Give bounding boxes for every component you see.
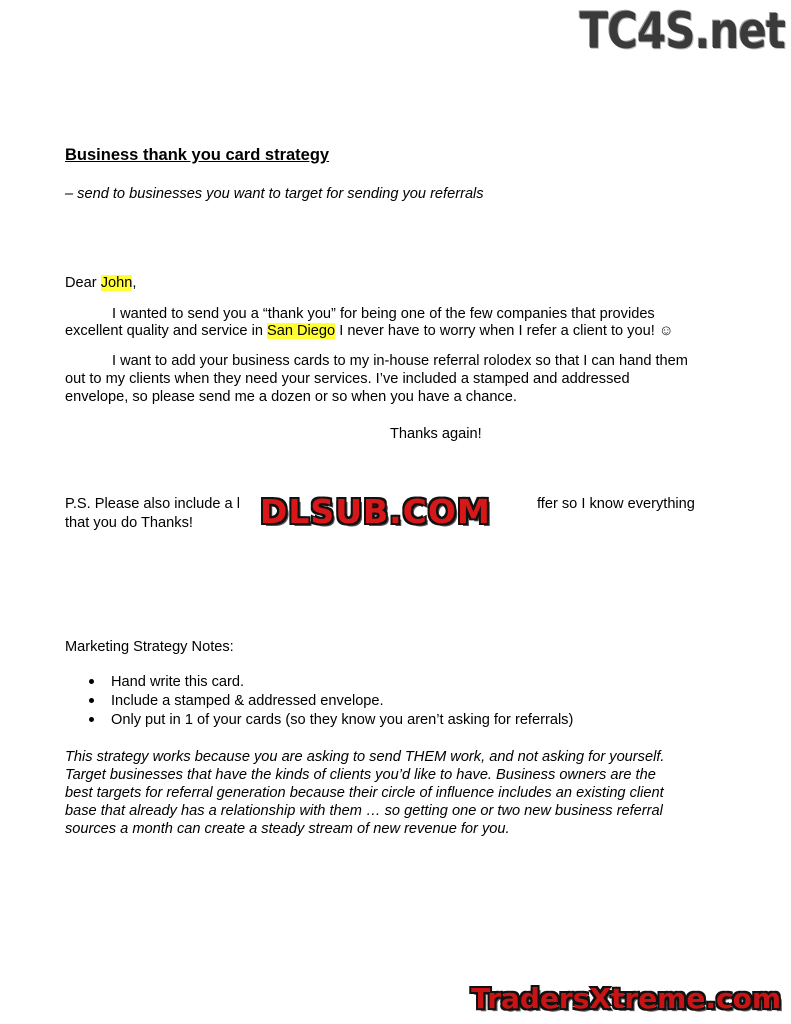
ps-line2: that you do Thanks! (65, 515, 193, 531)
document-title: Business thank you card strategy (65, 146, 330, 164)
ps-line1-left: P.S. Please also include a l (65, 496, 240, 512)
list-item (89, 692, 573, 711)
greeting (65, 274, 136, 292)
para2-line3: envelope, so please send me a dozen or so when you have a chance. (65, 389, 517, 405)
para2-line2: out to my clients when they need your services. I’ve included a stamped and addressed (65, 371, 630, 387)
list-item-text: Only put in 1 of your cards (so they know you aren’t asking for referrals) (111, 712, 574, 728)
para1-line1: I wanted to send you a “thank you” for being one of the few companies that provides (112, 306, 655, 322)
list-item-text: Hand write this card. (111, 674, 245, 690)
para1-line2 (65, 322, 674, 340)
explanation-line: Target businesses that have the kinds of clients you’d like to have. Business owners are the (65, 767, 656, 783)
closing-line: Thanks again! (390, 426, 482, 442)
bullet-icon (89, 679, 94, 684)
tc4s-logo: TC4S.net (579, 2, 785, 60)
list-item-text: Include a stamped & addressed envelope. (111, 693, 384, 709)
explanation-line: base that already has a relationship with them … so getting one or two new business referral (65, 803, 663, 819)
notes-list (89, 673, 573, 730)
bullet-icon (89, 717, 94, 722)
explanation-line: best targets for referral generation because their circle of influence includes an existing client (65, 785, 664, 801)
greeting-prefix: Dear (65, 275, 101, 291)
recipient-name: John (100, 275, 133, 291)
bullet-icon (89, 698, 94, 703)
para2-line1: I want to add your business cards to my in-house referral rolodex so that I can hand them (112, 353, 688, 369)
explanation-line: sources a month can create a steady stream of new revenue for you. (65, 821, 510, 837)
explanation-line: This strategy works because you are asking to send THEM work, and not asking for yourself. (65, 749, 665, 765)
dlsub-watermark: DLSUB.COM (256, 494, 495, 530)
city-name: San Diego (267, 323, 336, 339)
list-item (89, 673, 573, 692)
para1-line2-suffix: I never have to worry when I refer a client to you! ☺ (335, 323, 674, 339)
ps-line1-right: ffer so I know everything (537, 496, 695, 512)
notes-heading: Marketing Strategy Notes: (65, 639, 234, 655)
tradersxtreme-watermark: TradersXtreme.com (471, 982, 781, 1015)
document-subtitle: – send to businesses you want to target for sending you referrals (65, 186, 484, 202)
para1-line2-prefix: excellent quality and service in (65, 323, 267, 339)
list-item (89, 711, 573, 730)
greeting-suffix: , (132, 275, 137, 291)
